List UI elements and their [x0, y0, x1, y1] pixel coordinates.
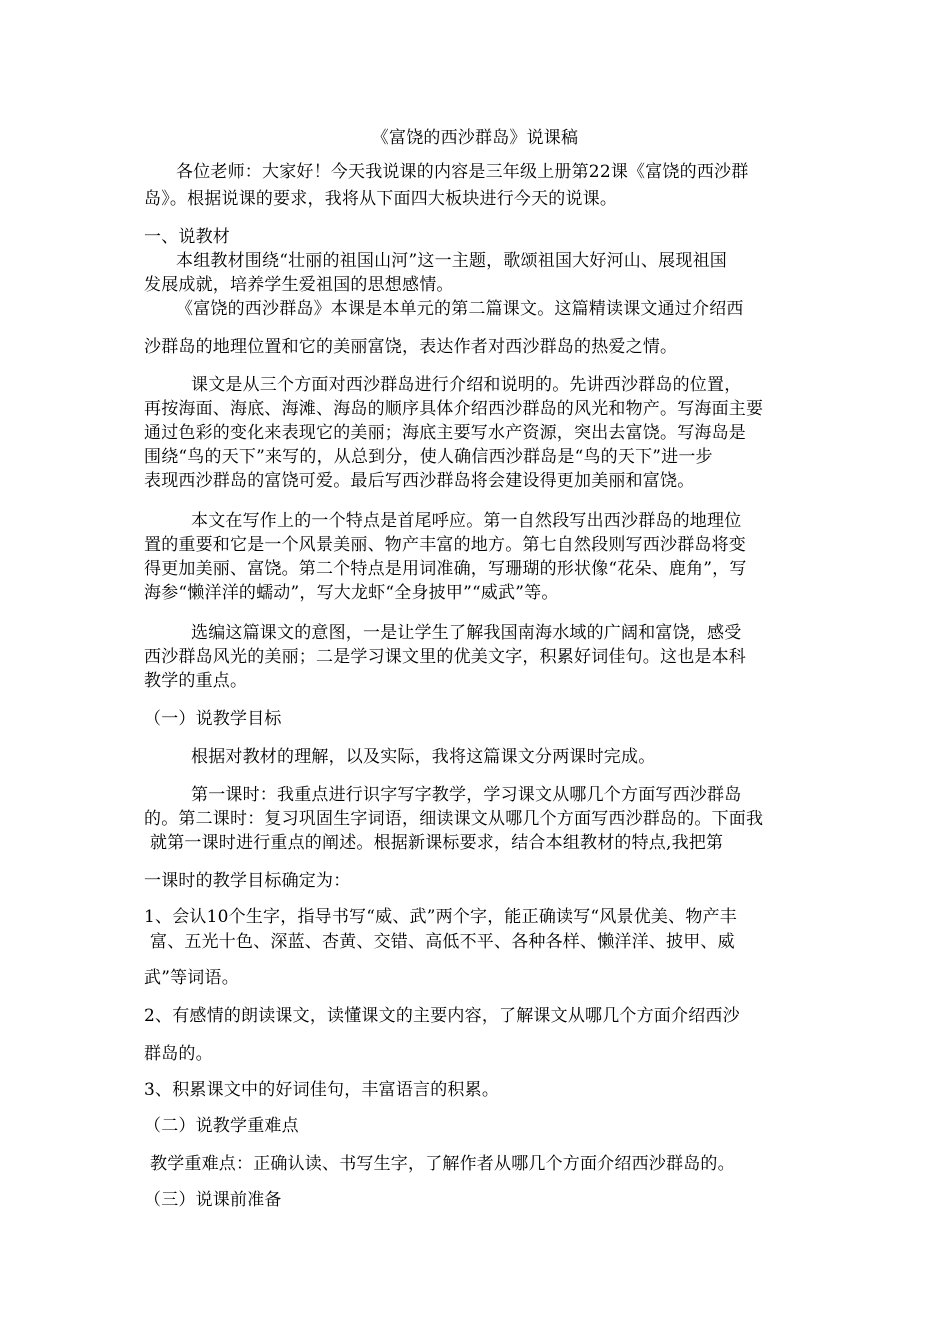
text-line: 围绕“鸟的天下”来写的，从总到分，使人确信西沙群岛是“鸟的天下”进一步	[144, 447, 713, 467]
text-line: 富、五光十色、深蓝、杏黄、交错、高低不平、各种各样、懒洋洋、披甲、威	[150, 932, 735, 952]
text-line: 西沙群岛风光的美丽；二是学习课文里的优美文字，积累好词佳句。这也是本科	[144, 647, 746, 667]
document-title: 《富饶的西沙群岛》说课稿	[371, 128, 579, 148]
text-line: 武”等词语。	[144, 968, 239, 988]
text-line: 岛》。根据说课的要求，我将从下面四大板块进行今天的说课。	[144, 189, 618, 209]
section-heading: （一）说教学目标	[144, 709, 282, 729]
text-line: 各位老师：大家好！今天我说课的内容是三年级上册第22课《富饶的西沙群	[176, 162, 749, 182]
text-line: 群岛的。	[144, 1044, 213, 1064]
text-line: 本文在写作上的一个特点是首尾呼应。第一自然段写出西沙群岛的地理位	[191, 511, 742, 531]
section-heading: （二）说教学重难点	[144, 1116, 299, 1136]
text-line: 表现西沙群岛的富饶可爱。最后写西沙群岛将会建设得更加美丽和富饶。	[144, 471, 695, 491]
text-line: 发展成就，培养学生爱祖国的思想感情。	[144, 275, 454, 295]
text-line: 《富饶的西沙群岛》本课是本单元的第二篇课文。这篇精读课文通过介绍西	[176, 299, 744, 319]
list-item: 3、积累课文中的好词佳句，丰富语言的积累。	[144, 1080, 500, 1100]
text-line: 得更加美丽、富饶。第二个特点是用词准确，写珊瑚的形状像“花朵、鹿角”，写	[144, 559, 747, 579]
text-line: 教学的重点。	[144, 671, 248, 691]
list-item: 2、有感情的朗读课文，读懂课文的主要内容，了解课文从哪几个方面介绍西沙	[144, 1006, 740, 1026]
text-line: 课文是从三个方面对西沙群岛进行介绍和说明的。先讲西沙群岛的位置，	[191, 375, 742, 395]
text-line: 就第一课时进行重点的阐述。根据新课标要求，结合本组教材的特点,我把第	[150, 833, 724, 853]
text-line: 海参“懒洋洋的蠕动”，写大龙虾“全身披甲”“威武”等。	[144, 583, 559, 603]
text-line: 再按海面、海底、海滩、海岛的顺序具体介绍西沙群岛的风光和物产。写海面主要	[144, 399, 764, 419]
text-line: 第一课时：我重点进行识字写字教学，学习课文从哪几个方面写西沙群岛	[191, 785, 742, 805]
text-line: 教学重难点：正确认读、书写生字，了解作者从哪几个方面介绍西沙群岛的。	[150, 1154, 735, 1174]
text-line: 通过色彩的变化来表现它的美丽；海底主要写水产资源，突出去富饶。写海岛是	[144, 423, 746, 443]
text-line: 一课时的教学目标确定为：	[144, 871, 351, 891]
text-line: 的。第二课时：复习巩固生字词语，细读课文从哪几个方面写西沙群岛的。下面我	[144, 809, 764, 829]
text-line: 选编这篇课文的意图，一是让学生了解我国南海水域的广阔和富饶，感受	[191, 623, 742, 643]
section-heading: （三）说课前准备	[144, 1190, 282, 1210]
text-line: 置的重要和它是一个风景美丽、物产丰富的地方。第七自然段则写西沙群岛将变	[144, 535, 746, 555]
text-line: 沙群岛的地理位置和它的美丽富饶，表达作者对西沙群岛的热爱之情。	[144, 337, 678, 357]
text-line: 本组教材围绕“壮丽的祖国山河”这一主题，歌颂祖国大好河山、展现祖国	[176, 251, 727, 271]
text-line: 根据对教材的理解，以及实际，我将这篇课文分两课时完成。	[191, 747, 656, 767]
section-heading: 一、说教材	[144, 227, 230, 247]
list-item: 1、会认10个生字，指导书写“威、武”两个字，能正确读写“风景优美、物产丰	[144, 907, 737, 927]
